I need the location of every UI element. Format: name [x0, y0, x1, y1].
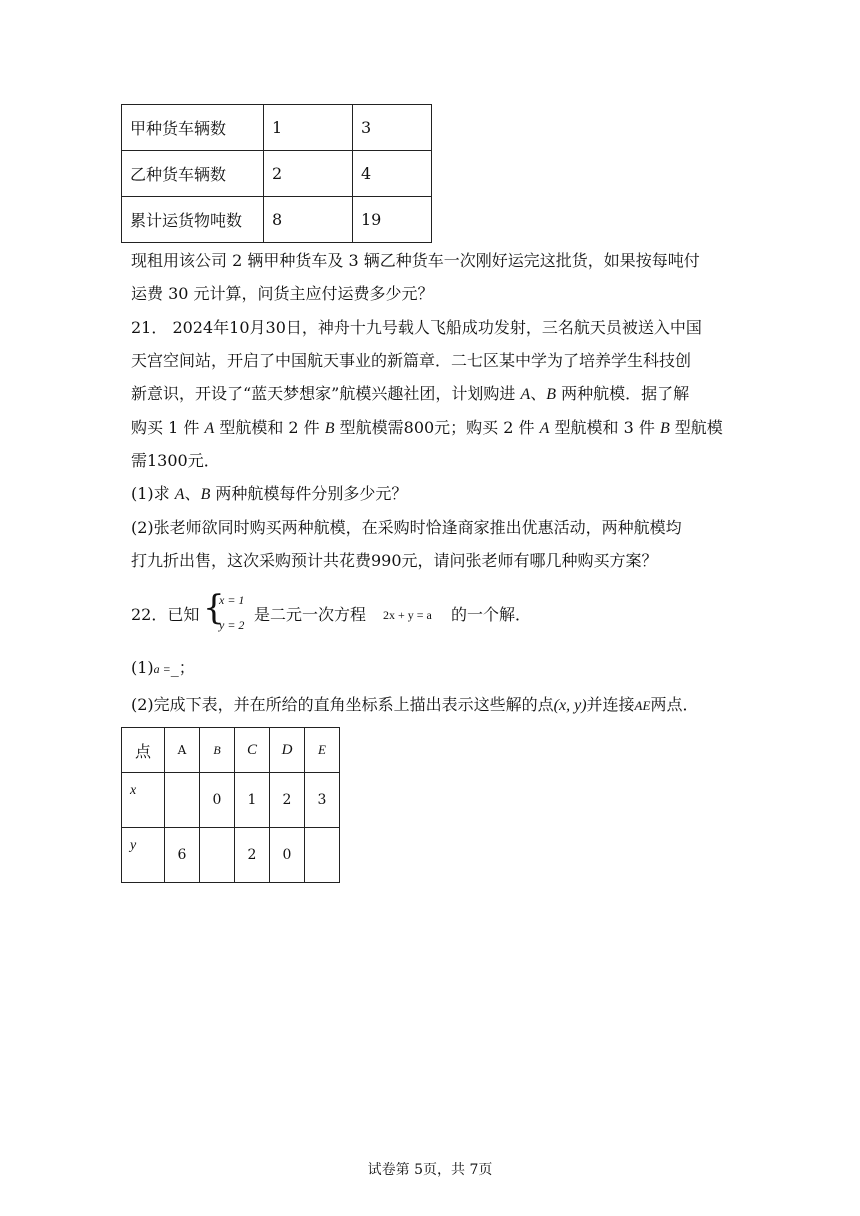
table-cell: 19 [353, 197, 432, 243]
text-span: 两种航模每件分别多少元？ [210, 484, 408, 503]
table-cell: y [122, 828, 165, 883]
table-cell: x [122, 773, 165, 828]
table-cell [165, 773, 200, 828]
variable-a: a = [153, 662, 171, 676]
brace-symbol: { [203, 588, 225, 628]
q22-sub1 [131, 658, 195, 679]
table-cell: 2 [270, 773, 305, 828]
table-cell: 1 [264, 105, 353, 151]
system-eq1: x = 1 [219, 593, 245, 607]
q20-text-line1: 现租用该公司 2 辆甲种货车及 3 辆乙种货车一次刚好运完这批货，如果按每吨付 [131, 251, 700, 270]
q21-sub1 [131, 484, 407, 505]
q21-text-line2: 天宫空间站，开启了中国航天事业的新篇章．二七区某中学为了培养学生科技创 [131, 351, 692, 370]
q22-label: 22．已知 [131, 605, 200, 624]
text-span: 、 [530, 384, 547, 403]
table-row [122, 773, 340, 828]
table-cell: 3 [305, 773, 340, 828]
table-cell: C [235, 728, 270, 773]
q21-text-line4 [131, 418, 723, 439]
text-span: 型航模 [669, 418, 723, 437]
q22-mid: 是二元一次方程 [254, 605, 367, 624]
text-span: 两种航模．据了解 [556, 384, 690, 403]
table-cell: 0 [200, 773, 235, 828]
freight-table [121, 104, 432, 243]
q22-tail: 的一个解． [451, 605, 532, 624]
text-span: 型航模和 3 件 [549, 418, 660, 437]
table-row [122, 828, 340, 883]
table-row [122, 151, 432, 197]
table-cell: B [200, 728, 235, 773]
table-cell: 0 [270, 828, 305, 883]
q20-text-line2: 运费 30 元计算，问货主应付运费多少元？ [131, 284, 434, 303]
variable-B: B [324, 420, 335, 437]
table-cell: 2 [235, 828, 270, 883]
text-span: (1) [131, 658, 154, 677]
variable-B: B [200, 486, 211, 503]
table-cell: 3 [353, 105, 432, 151]
table-cell: A [165, 728, 200, 773]
point-notation: (x, y) [553, 697, 587, 714]
table-cell [200, 828, 235, 883]
table-cell [305, 828, 340, 883]
variable-A: A [204, 420, 215, 437]
table-cell: 点 [122, 728, 165, 773]
q21-text-line1: 21． 2024年10月30日，神舟十九号载人飞船成功发射，三名航天员被送入中国 [131, 318, 702, 337]
table-cell: 甲种货车辆数 [122, 105, 264, 151]
table-cell: D [270, 728, 305, 773]
variable-A: A [539, 420, 550, 437]
text-span: 并连接 [586, 695, 635, 714]
solution-table [121, 727, 340, 883]
variable-B: B [659, 420, 670, 437]
table-cell: 8 [264, 197, 353, 243]
table-row [122, 105, 432, 151]
text-span: (1)求 [131, 484, 175, 503]
text-span: 购买 1 件 [131, 418, 205, 437]
variable-A: A [520, 386, 531, 403]
table-cell: 2 [264, 151, 353, 197]
table-row [122, 197, 432, 243]
page-footer: 试卷第 5页，共 7页 [367, 1162, 493, 1178]
table-cell: 乙种货车辆数 [122, 151, 264, 197]
table-cell: 1 [235, 773, 270, 828]
q21-sub2-line2: 打九折出售，这次采购预计共花费990元，请问张老师有哪几种购买方案？ [131, 551, 658, 570]
q21-text-line3 [131, 384, 689, 405]
q22-sub2 [131, 695, 698, 716]
q21-text-line5: 需1300元． [131, 451, 220, 470]
text-span: 、 [184, 484, 201, 503]
table-cell: 累计运货物吨数 [122, 197, 264, 243]
text-span: 型航模和 2 件 [214, 418, 325, 437]
variable-A: A [174, 486, 185, 503]
text-span: _； [170, 658, 195, 677]
system-eq2: y = 2 [219, 618, 245, 632]
q21-sub2-line1: (2)张老师欲同时购买两种航模，在采购时恰逢商家推出优惠活动，两种航模均 [131, 518, 682, 537]
variable-B: B [546, 386, 557, 403]
table-cell: 4 [353, 151, 432, 197]
equation: 2x + y = a [383, 608, 432, 622]
text-span: (2)完成下表，并在所给的直角坐标系上描出表示这些解的点 [131, 695, 554, 714]
text-span: 两点． [650, 695, 699, 714]
text-span: 新意识，开设了“蓝天梦想家”航模兴趣社团，计划购进 [131, 384, 521, 403]
text-span: 型航模需800元；购买 2 件 [334, 418, 540, 437]
table-cell: E [305, 728, 340, 773]
table-cell: 6 [165, 828, 200, 883]
segment-AE: AE [634, 698, 651, 713]
table-row [122, 728, 340, 773]
